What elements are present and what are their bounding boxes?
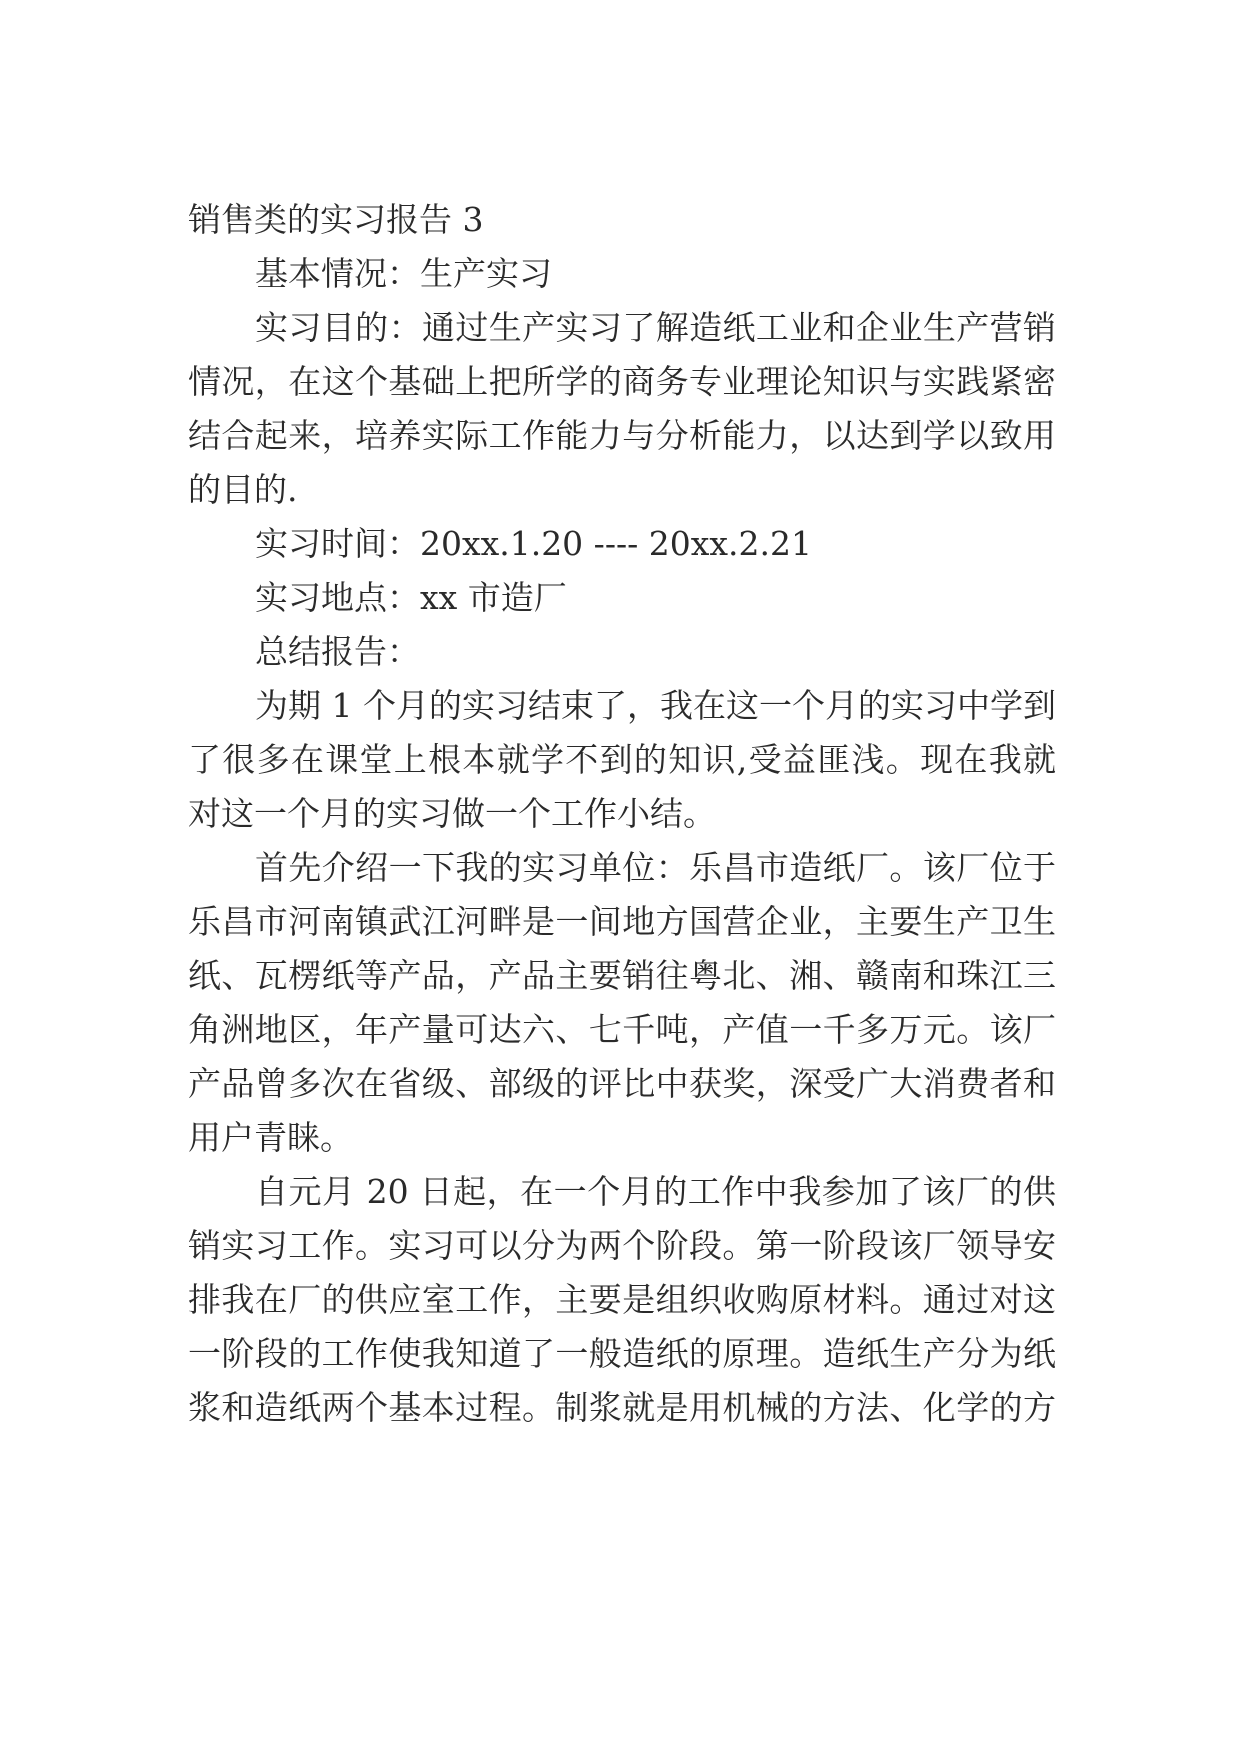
purpose-line: 实习目的：通过生产实习了解造纸工业和企业生产营销 [255,308,1056,347]
paragraph-2-line: 乐昌市河南镇武江河畔是一间地方国营企业，主要生产卫生 [188,902,1056,941]
summary-heading: 总结报告： [255,632,420,671]
purpose-line: 情况，在这个基础上把所学的商务专业理论知识与实践紧密 [188,362,1056,401]
paragraph-2-line: 产品曾多次在省级、部级的评比中获奖，深受广大消费者和 [188,1064,1056,1103]
paragraph-3-line: 排我在厂的供应室工作，主要是组织收购原材料。通过对这 [188,1280,1056,1319]
paragraph-2-line: 角洲地区，年产量可达六、七千吨，产值一千多万元。该厂 [188,1010,1056,1049]
report-title: 销售类的实习报告 3 [188,200,484,239]
paragraph-3-line: 浆和造纸两个基本过程。制浆就是用机械的方法、化学的方 [188,1388,1056,1427]
paragraph-2-line: 纸、瓦楞纸等产品，产品主要销往粤北、湘、赣南和珠江三 [188,956,1056,995]
paragraph-1-line: 对这一个月的实习做一个工作小结。 [188,794,716,833]
paragraph-3-line: 一阶段的工作使我知道了一般造纸的原理。造纸生产分为纸 [188,1334,1056,1373]
internship-time: 实习时间：20xx.1.20 ---- 20xx.2.21 [255,524,812,563]
paragraph-3-line: 销实习工作。实习可以分为两个阶段。第一阶段该厂领导安 [188,1226,1056,1265]
purpose-line: 的目的. [188,470,298,509]
internship-location: 实习地点：xx 市造厂 [255,578,567,617]
basic-info-line: 基本情况：生产实习 [255,254,552,293]
paragraph-2-line: 用户青睐。 [188,1118,353,1157]
paragraph-3-line: 自元月 20 日起，在一个月的工作中我参加了该厂的供 [255,1172,1056,1211]
paragraph-1-line: 了很多在课堂上根本就学不到的知识,受益匪浅。现在我就 [188,740,1056,779]
purpose-line: 结合起来，培养实际工作能力与分析能力，以达到学以致用 [188,416,1056,455]
paragraph-2-line: 首先介绍一下我的实习单位：乐昌市造纸厂。该厂位于 [255,848,1056,887]
paragraph-1-line: 为期 1 个月的实习结束了，我在这一个月的实习中学到 [255,686,1056,725]
